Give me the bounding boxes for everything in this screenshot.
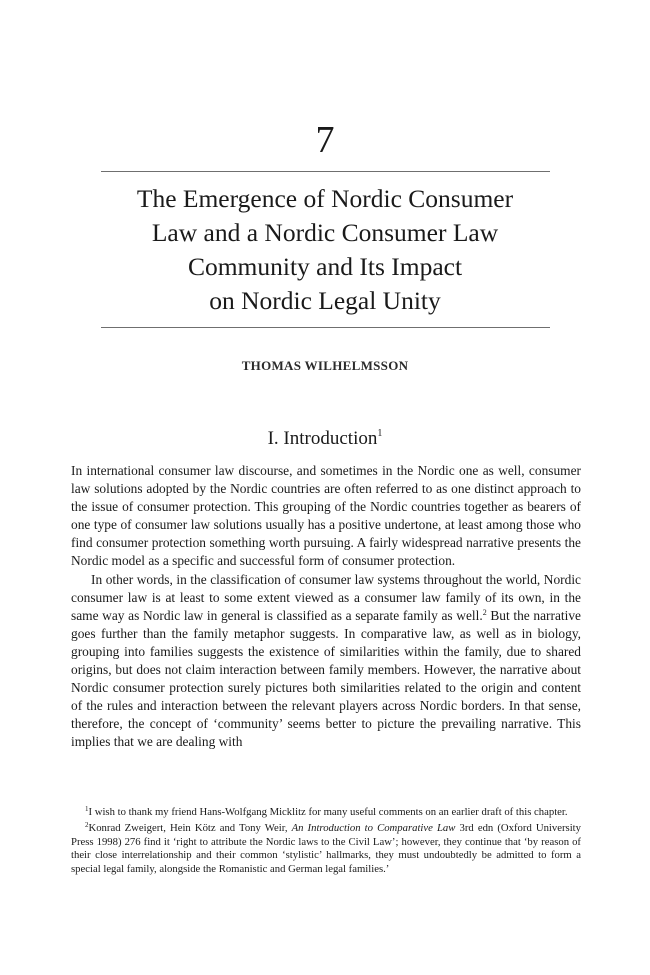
chapter-title-line: on Nordic Legal Unity: [209, 286, 441, 315]
paragraph-1: In international consumer law discourse, and sometimes in the Nordic one as well, consumer law solutions adopted by the Nordic countries are often referred to as one distinct approach to the issue of consumer protection. This grouping of the Nordic countries together as bearers of one type of consumer law solutions usually has a positive undertone, at least among those who find consumer protection something worth pursuing. A fairly widespread narrative presents the Nordic model as a specific and successful form of consumer protection.: [71, 463, 581, 569]
footnote-1: [71, 806, 581, 820]
paragraph-2-part-1: In other words, in the classification of consumer law systems throughout the world, Nordic consumer law is at least to some extent viewed as a consumer law family of its own, in the same way as Nordic law in general is classified as a separate family as well.: [71, 571, 581, 623]
chapter-title-line: The Emergence of Nordic Consumer: [136, 184, 514, 213]
chapter-title-line: Community and Its Impact: [187, 252, 463, 281]
footnote-text: Konrad Zweigert, Hein Kötz and Tony Weir,: [88, 821, 292, 834]
title-bottom-rule: [101, 327, 550, 328]
footnote-ref-2[interactable]: 2: [482, 607, 487, 617]
body-text: [71, 462, 581, 752]
footnote-2: [71, 822, 581, 877]
paragraph-2: [71, 571, 581, 752]
footnote-number: 2: [85, 820, 89, 829]
paragraph-2-part-2: But the narrative goes further than the family metaphor suggests. In comparative law, as well as in biology, grouping into families suggests the existence of similarities within the family, due to shared origins, but does not claim interaction between family members. However, the narrative about Nordic consumer protection surely pictures both similarities related to the origin and content of the rules and interaction between the relevant players across Nordic borders. In that sense, therefore, the concept of ‘community’ seems better to picture the prevailing narrative. This implies that we are dealing with: [71, 607, 581, 750]
author-name: THOMAS WILHELMSSON: [241, 358, 409, 373]
chapter-title-line: Law and a Nordic Consumer Law: [151, 218, 499, 247]
chapter-title: [90, 182, 560, 318]
footnote-text: 3rd edn (Oxford University Press 1998) 276 find it ‘right to attribute the Nordic laws to the Civil Law’; however, they continue that ‘by reason of their close interrelationship and their common ‘stylistic’ hallmarks, they must undoubtedly be admitted to form a special legal family, alongside the Romanistic and German legal families.’: [71, 821, 581, 876]
cited-book-title: An Introduction to Comparative Law: [291, 821, 456, 834]
section-heading-text: I. Introduction: [267, 428, 378, 449]
section-heading: [0, 422, 650, 451]
footnotes: [71, 806, 581, 879]
footnote-ref-1[interactable]: 1: [377, 428, 383, 439]
footnote-number: 1: [85, 805, 89, 813]
chapter-number: 7: [315, 119, 335, 161]
footnote-text: I wish to thank my friend Hans-Wolfgang Micklitz for many useful comments on an earlier draft of this chapter.: [88, 806, 568, 818]
title-top-rule: [101, 171, 550, 172]
